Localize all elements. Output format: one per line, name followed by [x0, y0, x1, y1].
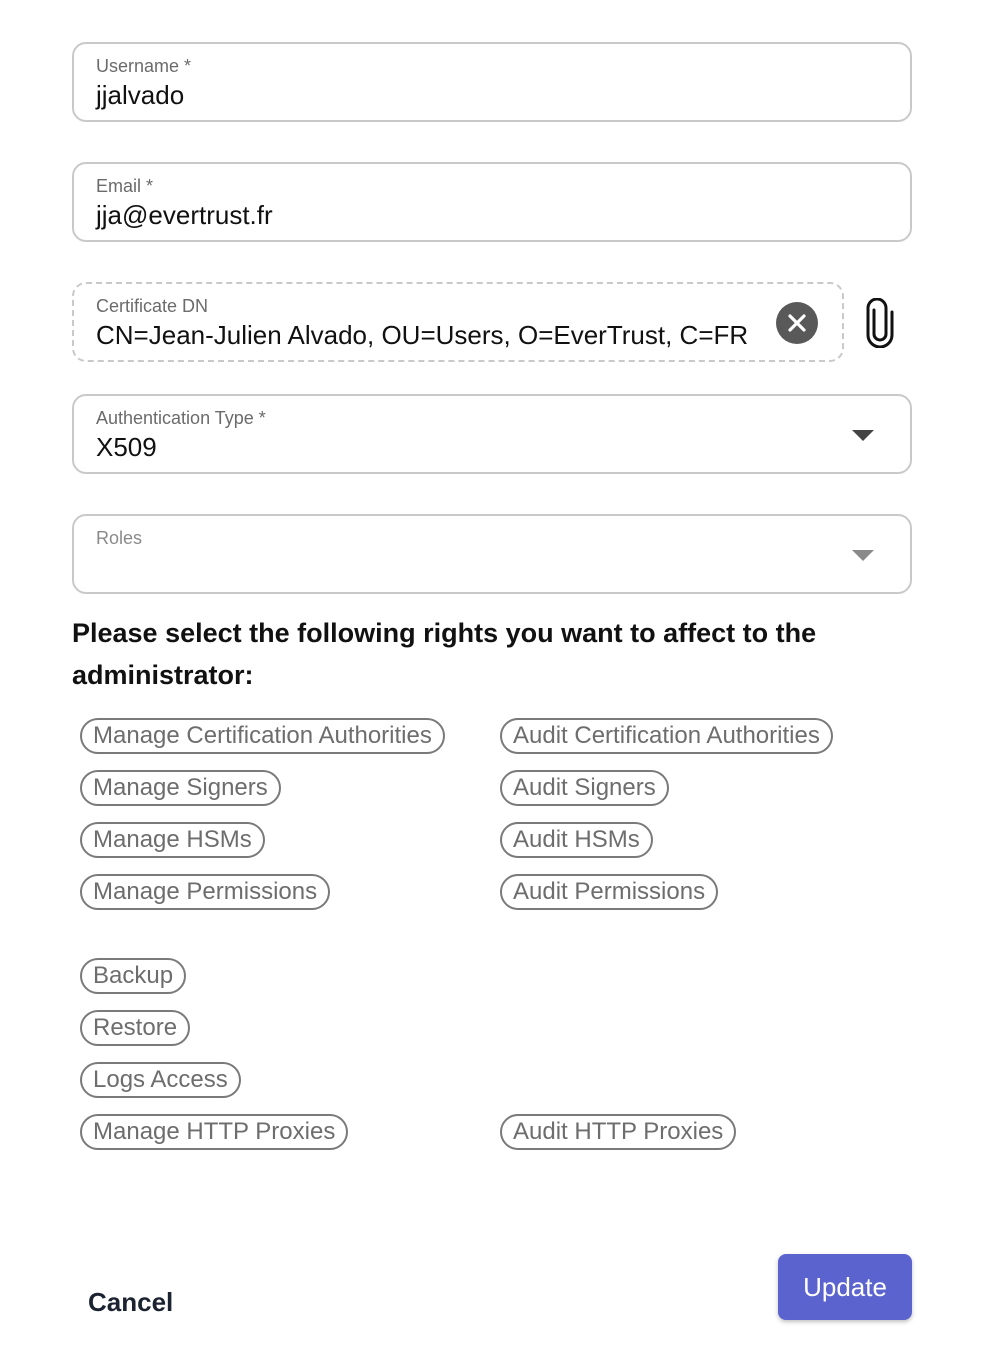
caret-down-icon[interactable] — [852, 550, 874, 561]
chip-restore[interactable]: Restore — [80, 1010, 190, 1046]
chip-audit-signers[interactable]: Audit Signers — [500, 770, 669, 806]
update-button[interactable]: Update — [778, 1254, 912, 1320]
cancel-button[interactable]: Cancel — [88, 1287, 174, 1317]
auth-type-value: X509 — [96, 432, 157, 462]
paperclip-icon[interactable] — [860, 298, 900, 348]
chip-manage-signers[interactable]: Manage Signers — [80, 770, 281, 806]
auth-type-select[interactable] — [72, 394, 912, 474]
chip-audit-permissions[interactable]: Audit Permissions — [500, 874, 718, 910]
email-field[interactable] — [72, 162, 912, 242]
chip-logs-access[interactable]: Logs Access — [80, 1062, 241, 1098]
auth-type-label: Authentication Type * — [96, 408, 266, 428]
caret-down-icon[interactable] — [852, 430, 874, 441]
chip-audit-http-proxies[interactable]: Audit HTTP Proxies — [500, 1114, 736, 1150]
email-label: Email * — [96, 176, 154, 196]
certificate-dn-field[interactable] — [72, 282, 844, 362]
username-label: Username * — [96, 56, 192, 76]
chip-manage-permissions[interactable]: Manage Permissions — [80, 874, 330, 910]
username-field[interactable] — [72, 42, 912, 122]
chip-audit-hsms[interactable]: Audit HSMs — [500, 822, 653, 858]
username-value[interactable]: jjalvado — [96, 80, 185, 110]
certificate-dn-value[interactable]: CN=Jean-Julien Alvado, OU=Users, O=EverTrust, C=FR — [96, 320, 749, 350]
rights-question: Please select the following rights you want to affect to the administrator: — [72, 618, 817, 690]
clear-icon[interactable] — [776, 302, 818, 344]
chip-manage-hsms[interactable]: Manage HSMs — [80, 822, 265, 858]
chip-audit-certification-authorities[interactable]: Audit Certification Authorities — [500, 718, 833, 754]
certificate-dn-label: Certificate DN — [96, 296, 209, 316]
chip-backup[interactable]: Backup — [80, 958, 186, 994]
email-value[interactable]: jja@evertrust.fr — [96, 200, 273, 230]
chip-manage-certification-authorities[interactable]: Manage Certification Authorities — [80, 718, 445, 754]
roles-select[interactable] — [72, 514, 912, 594]
chip-manage-http-proxies[interactable]: Manage HTTP Proxies — [80, 1114, 348, 1150]
roles-label: Roles — [96, 528, 143, 548]
